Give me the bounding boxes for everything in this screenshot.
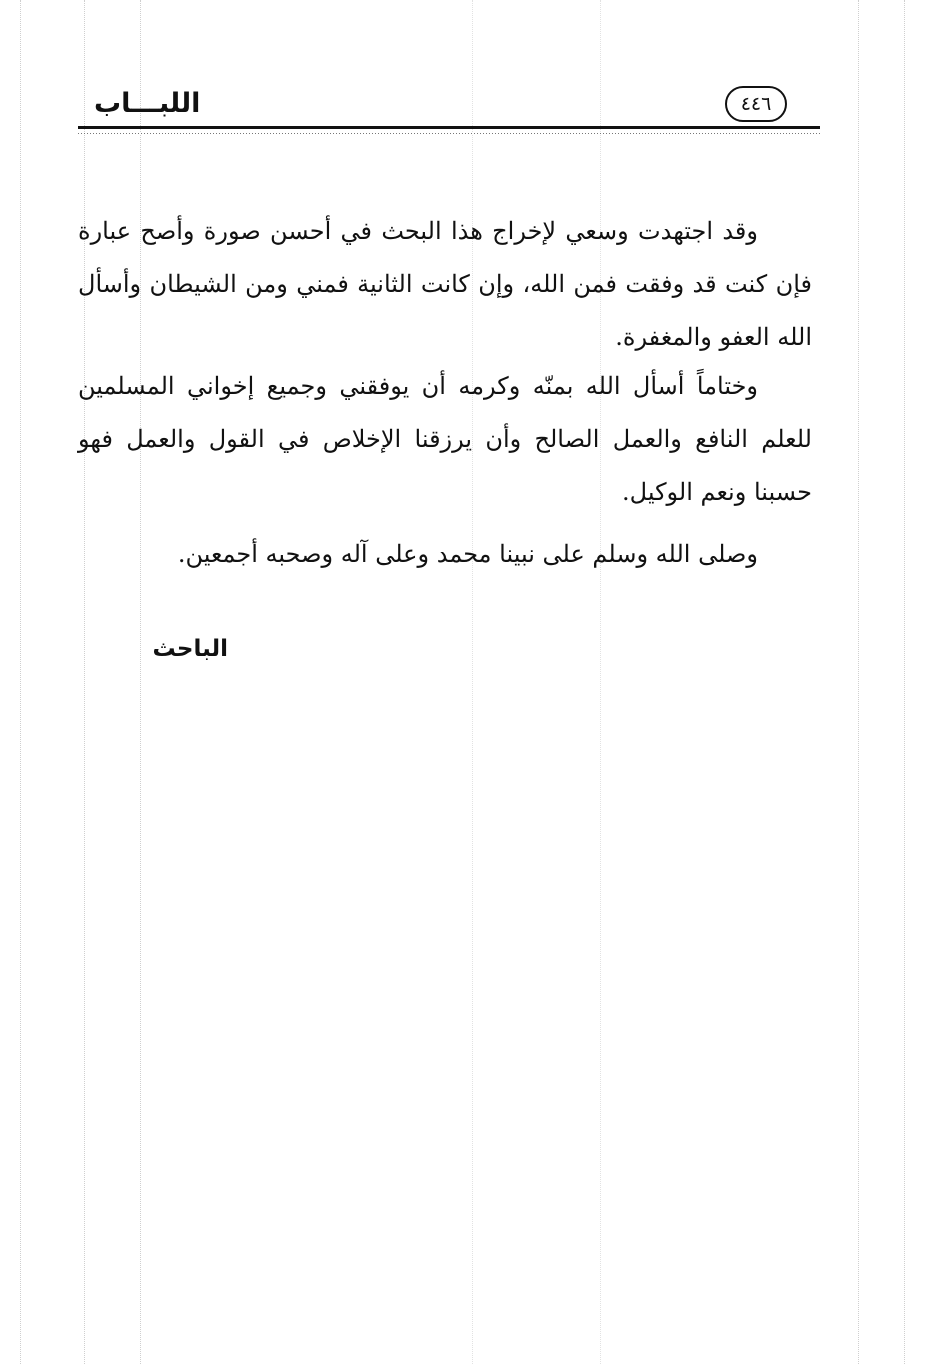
scan-guide-line	[858, 0, 859, 1364]
paragraph-text: وختاماً أسأل الله بمنّه وكرمه أن يوفقني وجميع إخواني المسلمين للعلم النافع والعمل الصالح وأن يرزقنا الإخلاص في القول والعمل فهو حسبنا ونعم الوكيل.	[78, 372, 812, 506]
paragraph	[78, 205, 812, 364]
header-rule	[78, 126, 820, 129]
paragraph	[78, 360, 812, 519]
scan-guide-line	[20, 0, 21, 1364]
page-number-badge: ٤٤٦	[725, 86, 787, 122]
scan-guide-line	[904, 0, 905, 1364]
paragraph-text: وصلى الله وسلم على نبينا محمد وعلى آله وصحبه أجمعين.	[177, 540, 758, 568]
header-rule-dotted	[78, 133, 820, 134]
page-header	[78, 82, 820, 134]
running-title: اللبـــاب	[94, 88, 201, 119]
paragraph	[78, 528, 812, 581]
author-signature: الباحث	[152, 636, 228, 662]
paragraph-text: وقد اجتهدت وسعي لإخراج هذا البحث في أحسن صورة وأصح عبارة فإن كنت قد وفقت فمن الله، وإن كانت الثانية فمني ومن الشيطان وأسأل الله العفو والمغفرة.	[78, 217, 812, 351]
